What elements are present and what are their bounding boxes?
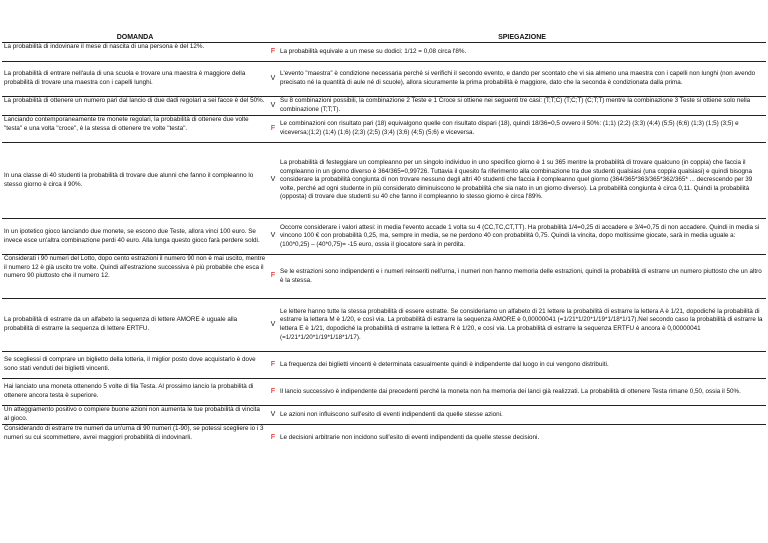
table-row — [2, 43, 766, 62]
question-cell: In una classe di 40 studenti la probabilità di trovare due alunni che fanno il compleanno lo stesso giorno è circa il 90%. — [2, 143, 268, 219]
table-row — [2, 406, 766, 425]
explanation-cell: Le combinazioni con risultato pari (18) equivalgono quelle con risultato dispari (18), quindi 18/36=0,5 ovvero il 50%: (1;1) (2;2) (3;3) (4;4) (5;5) (6;6) (1;3) (1;5) (3;5) e viceversa;(1;2) (1;4) (1;6) (2;3) (2;5) (3;4) (3;6) (4;5) (5;6) e viceversa. — [278, 116, 766, 143]
answer-mark: F — [268, 255, 278, 299]
header-explanation: SPIEGAZIONE — [278, 32, 766, 43]
answer-mark: V — [268, 143, 278, 219]
quiz-table — [2, 32, 766, 451]
explanation-cell: Occorre considerare i valori attesi: in media l'evento accade 1 volta su 4 (CC,TC,CT,TT). Ha probabilità 1/4=0,25 di accadere e 3/4=0,75 di non accadere. Quindi in media si vincono 100 € con probabilità 0,25, ma, sempre in media, se ne perdono 40 con probabilità 0,75. Quindi la vincita, dopo moltissime giocate, sarà in media uguale a: (100*0,25) – (40*0,75)= -15 euro, ossia il giocatore sarà in perdita. — [278, 219, 766, 255]
table-row — [2, 299, 766, 352]
answer-mark: V — [268, 97, 278, 116]
table-row — [2, 97, 766, 116]
answer-mark: V — [268, 299, 278, 352]
question-cell: Un atteggiamento positivo o compiere buone azioni non aumenta le tue probabilità di vincita al gioco. — [2, 406, 268, 425]
answer-mark: V — [268, 406, 278, 425]
question-cell: La probabilità di indovinare il mese di nascita di una persona è del 12%. — [2, 43, 268, 62]
table-row — [2, 352, 766, 379]
question-cell: Se scegliessi di comprare un biglietto della lotteria, il miglior posto dove acquistarlo è dove sono stati venduti dei biglietti vincenti. — [2, 352, 268, 379]
question-cell: Lanciando contemporaneamente tre monete regolari, la probabilità di ottenere due volte "testa" e una volta "croce", è la stessa di ottenere tre volte "testa". — [2, 116, 268, 143]
explanation-cell: Le decisioni arbitrarie non incidono sull'esito di eventi indipendenti da quelle stesse decisioni. — [280, 433, 540, 441]
explanation-cell: Le azioni non influiscono sull'esito di eventi indipendenti da quelle stesse azioni. — [278, 406, 766, 425]
table-row — [2, 255, 766, 299]
answer-mark: F — [268, 379, 278, 406]
table-row — [2, 425, 766, 452]
table-row — [2, 379, 766, 406]
question-cell: La probabilità di estrarre da un alfabeto la sequenza di lettere AMORE è uguale alla probabilità di estrarre la sequenza di lettere ERTFU. — [2, 299, 268, 352]
answer-mark: F — [270, 433, 276, 441]
explanation-cell: Il lancio successivo è indipendente dai precedenti perché la moneta non ha memoria dei lanci già realizzati. La probabilità di ottenere Testa rimane 0,50, ossia il 50%. — [278, 379, 766, 406]
answer-mark: V — [268, 62, 278, 97]
table-row — [2, 116, 766, 143]
explanation-cell: Su 8 combinazioni possibili, la combinazione 2 Teste e 1 Croce si ottiene nei seguenti tre casi: (T;T;C) (T;C;T) (C;T;T) mentre la combinazione 3 Teste si ottiene solo nella combinazione (T;T;T). — [278, 97, 766, 116]
table-row — [2, 62, 766, 97]
explanation-cell: La probabilità equivale a un mese su dodici: 1/12 = 0,08 circa l'8%. — [278, 43, 766, 62]
header-question: DOMANDA — [2, 32, 268, 43]
table-header-row — [2, 32, 766, 43]
answer-mark: F — [268, 43, 278, 62]
question-cell: In un ipotetico gioco lanciando due monete, se escono due Teste, allora vinci 100 euro. Se invece esce un'altra combinazione perdi 40 euro. Alla lunga questo gioco farà perdere soldi. — [2, 219, 268, 255]
explanation-cell: La frequenza dei biglietti vincenti è determinata casualmente quindi è indipendente dal luogo in cui vengono distribuiti. — [278, 352, 766, 379]
header-answer — [268, 32, 278, 43]
question-cell: La probabilità di entrare nell'aula di una scuola e trovare una maestra è maggiore della probabilità di trovare una maestra con i capelli lunghi. — [2, 62, 268, 97]
question-cell: Considerando di estrarre tre numeri da un'urna di 90 numeri (1-90), se potessi scegliere io i 3 numeri su cui scommettere, avrei maggiori probabilità di indovinarli. — [4, 425, 264, 441]
question-cell: Considerati i 90 numeri del Lotto, dopo cento estrazioni il numero 90 non è mai uscito, mentre il numero 12 è già uscito tre volte. Quindi all'estrazione successiva è più probabile che esca il numero 90 piuttosto che il numero 12. — [2, 255, 268, 299]
answer-mark: F — [268, 352, 278, 379]
answer-mark: F — [268, 116, 278, 143]
table-row — [2, 143, 766, 219]
question-cell: La probabilità di ottenere un numero pari dal lancio di due dadi regolari a sei facce è del 50%. — [2, 97, 268, 116]
explanation-cell: Le lettere hanno tutte la stessa probabilità di essere estratte. Se consideriamo un alfabeto di 21 lettere la probabilità di estrarre la lettera A è 1/21, dopodiché la probabilità di estrarre la lettera M è 1/20, e così via. La probabilità di estrarre la sequenza AMORE è 0,00000041 (=1/21*1/20*1/19*1/18*1/17).Nel secondo caso la probabilità di estrarre la lettera E è 1/21, dopodiché la probabilità di estrarre la lettera R è 1/20, e così via. La probabilità di estrarre la sequenza ERTFU è ancora è 0,00000041 (=1/21*1/20*1/19*1/18*1/17). — [278, 299, 766, 352]
answer-mark: V — [268, 219, 278, 255]
explanation-cell: L'evento "maestra" è condizione necessaria perché si verifichi il secondo evento, e dando per scontato che vi sia almeno una maestra con i capelli non lunghi (non avendo precisato né la quantità di aule né di scuole), allora sicuramente la prima probabilità è maggiore, dato che la seconda è condizionata dalla prima. — [278, 62, 766, 97]
table-row — [2, 219, 766, 255]
explanation-cell: La probabilità di festeggiare un compleanno per un singolo individuo in uno specifico giorno è 1 su 365 mentre la probabilità di trovare qualcuno (in coppia) che faccia il compleanno in un giorno diverso è 364/365=0,99726. Tuttavia il quesito fa riferimento alla combinazione tra due studenti qualsiasi (una coppia qualsiasi) e quindi bisogna considerare la probabilità congiunta di non trovare nessuno degli altri 40 studenti che faccia il compleanno quel giorno (364/365*363/365*362/365* ... decrescendo per 39 volte, perché ad ogni studente in più considerato diminuiscono le probabilità che sia nato in un giorno diverso). La probabilità congiunta è circa 0,11. Quindi la probabilità (opposta) di trovare due studenti su 40 che fanno il compleanno lo stesso giorno è circa l'89%. — [278, 143, 766, 219]
question-cell: Hai lanciato una moneta ottenendo 5 volte di fila Testa. Al prossimo lancio la probabilità di ottenere ancora testa è superiore. — [2, 379, 268, 406]
explanation-cell: Se le estrazioni sono indipendenti e i numeri reinseriti nell'urna, i numeri non hanno memoria delle estrazioni, quindi la probabilità di estrarre un numero piuttosto che un altro è la stessa. — [278, 255, 766, 299]
